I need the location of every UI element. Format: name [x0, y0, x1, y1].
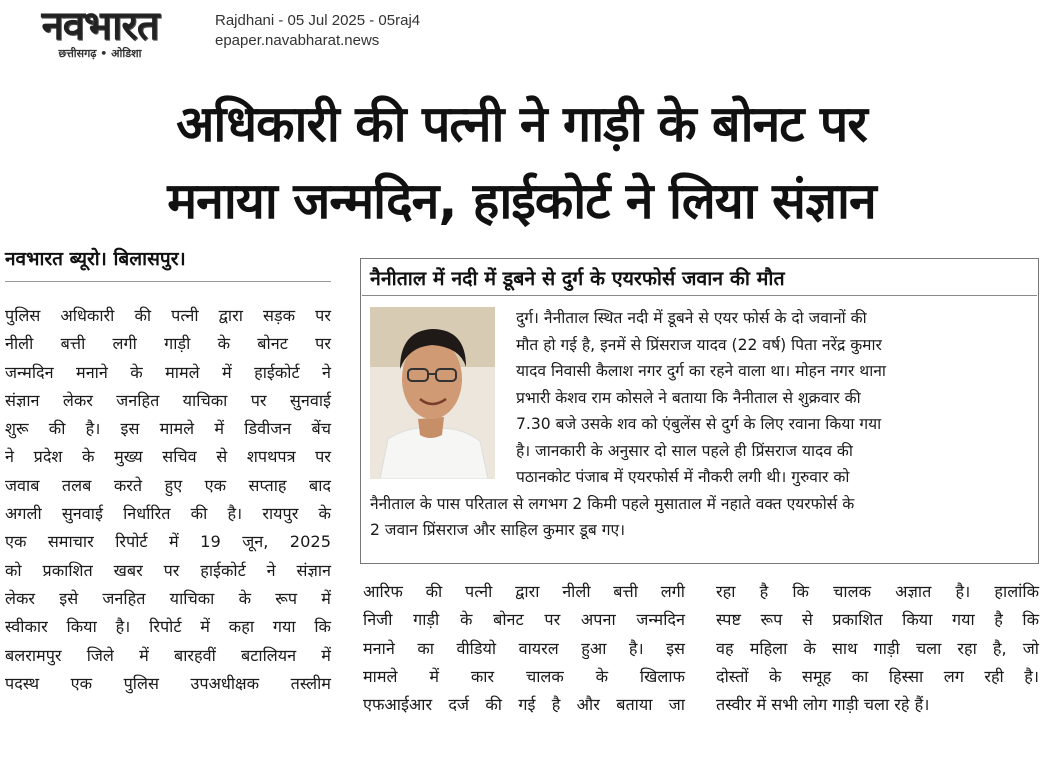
article-line: तस्वीर में सभी लोग गाड़ी चला रहे हैं। — [716, 695, 930, 715]
story-line: है। जानकारी के अनुसार दो साल पहले ही प्रिंसराज यादव की — [516, 441, 853, 460]
sidebar-story-divider — [362, 295, 1037, 296]
article-line: मनाने का वीडियो वायरल हुआ है। इस — [363, 638, 685, 658]
article-line: पुलिस अधिकारी की पत्नी द्वारा सड़क पर — [5, 306, 331, 325]
edition-info: Rajdhani - 05 Jul 2025 - 05raj4 — [215, 12, 421, 29]
article-line: अगली सुनवाई निर्धारित की है। रायपुर के — [5, 504, 331, 524]
newspaper-logo — [0, 0, 200, 62]
article-line: पदस्थ एक पुलिस उपअधीक्षक तस्लीम — [5, 673, 331, 693]
story-line: मौत हो गई है, इनमें से प्रिंसराज यादव (22 वर्ष) पिता नरेंद्र कुमार — [516, 335, 882, 354]
article-line: स्वीकार किया है। रिपोर्ट में कहा गया कि — [5, 617, 331, 637]
article-line: मामले में कार चालक के खिलाफ — [363, 666, 685, 686]
article-middle-column — [363, 578, 685, 719]
byline: नवभारत ब्यूरो। बिलासपुर। — [5, 248, 186, 270]
logo-wordmark: नवभारत — [41, 3, 159, 49]
byline-divider — [5, 281, 331, 282]
article-line: आरिफ की पत्नी द्वारा नीली बत्ती लगी — [363, 582, 685, 601]
article-line: एक समाचार रिपोर्ट में 19 जून, 2025 — [5, 532, 331, 552]
sidebar-story-body — [370, 305, 1032, 544]
article-line: स्पष्ट रूप से प्रकाशित किया गया है कि — [716, 610, 1039, 630]
story-line: प्रभारी केशव राम कोसले ने बताया कि नैनीताल से शुक्रवार की — [516, 388, 861, 407]
headline-line-2: मनाया जन्मदिन, हाईकोर्ट ने लिया संज्ञान — [167, 172, 876, 230]
story-line: नैनीताल के पास परिताल से लगभग 2 किमी पहले मुसाताल में नहाते वक्त एयरफोर्स के — [370, 494, 855, 513]
article-line: एफआईआर दर्ज की गई है और बताया जा — [363, 695, 685, 715]
article-line: संज्ञान लेकर जनहित याचिका पर सुनवाई — [5, 390, 331, 410]
epaper-url[interactable]: epaper.navabharat.news — [215, 32, 380, 49]
story-line: 7.30 बजे उसके शव को एंबुलेंस से दुर्ग के लिए रवाना किया गया — [516, 415, 882, 433]
article-line: बलरामपुर जिले में बारहवीं बटालियन में — [5, 645, 331, 665]
sidebar-story-title: नैनीताल में नदी में डूबने से दुर्ग के एयरफोर्स जवान की मौत — [370, 267, 785, 290]
article-left-column — [5, 302, 331, 698]
article-line: जन्मदिन मनाने के मामले में हाईकोर्ट ने — [5, 362, 331, 382]
logo-region-tagline: छत्तीसगढ़ • ओडिशा — [58, 47, 142, 60]
article-line: रहा है कि चालक अज्ञात है। हालांकि — [716, 582, 1039, 601]
story-line: पठानकोट पंजाब में एयरफोर्स में नौकरी लगी थी। गुरुवार को — [516, 468, 850, 486]
story-line: 2 जवान प्रिंसराज और साहिल कुमार डूब गए। — [370, 521, 626, 539]
article-line: दोस्तों के समूह का हिस्सा लग रही है। — [716, 666, 1039, 686]
headline-line-1: अधिकारी की पत्नी ने गाड़ी के बोनट पर — [176, 95, 867, 153]
article-right-column — [716, 578, 1039, 719]
article-line: लेकर इसे जनहित याचिका के रूप में — [5, 588, 331, 608]
article-line: ने प्रदेश के मुख्य सचिव से शपथपत्र पर — [5, 447, 331, 467]
article-line: निजी गाड़ी के बोनट पर अपना जन्मदिन — [363, 610, 685, 630]
article-line: शुरू की है। इस मामले में डिवीजन बेंच — [5, 419, 331, 439]
article-line: जवाब तलब करते हुए एक सप्ताह बाद — [5, 475, 331, 495]
article-line: नीली बत्ती लगी गाड़ी के बोनट पर — [5, 334, 331, 354]
article-line: वह महिला के साथ गाड़ी चला रहा है, जो — [716, 638, 1039, 658]
article-line: को प्रकाशित खबर पर हाईकोर्ट ने संज्ञान — [5, 560, 331, 580]
story-line: यादव निवासी कैलाश नगर दुर्ग का रहने वाला था। मोहन नगर थाना — [516, 362, 886, 380]
story-line: दुर्ग। नैनीताल स्थित नदी में डूबने से एयर फोर्स के दो जवानों की — [516, 309, 867, 327]
